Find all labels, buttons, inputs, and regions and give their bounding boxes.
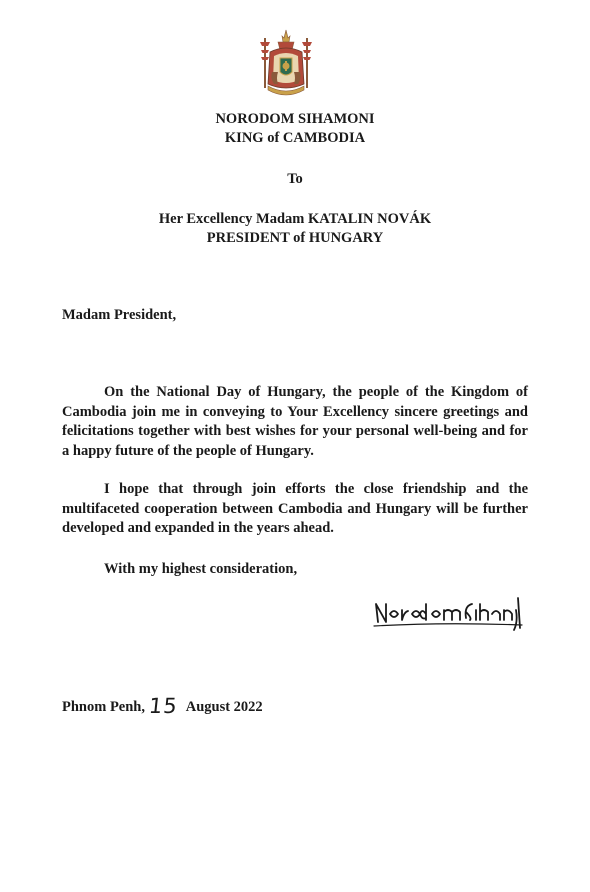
closing-line: With my highest consideration, — [104, 561, 298, 577]
recipient-block — [0, 210, 590, 248]
recipient-name: Her Excellency Madam KATALIN NOVÁK — [158, 211, 432, 227]
to-label: To — [287, 171, 303, 187]
date-month-year: August 2022 — [185, 699, 263, 715]
royal-coat-of-arms-icon — [258, 28, 314, 100]
handwritten-signature — [372, 592, 524, 634]
recipient-title: PRESIDENT of HUNGARY — [206, 230, 384, 246]
body-paragraph-2: I hope that through join efforts the close friendship and the multifaceted cooperation between Cambodia and Hungary will be further developed and expanded in the years ahead. — [62, 481, 528, 537]
sender-name: NORODOM SIHAMONI — [215, 111, 375, 127]
date-place: Phnom Penh, — [62, 699, 145, 715]
sender-block — [0, 110, 590, 148]
dateline — [62, 694, 263, 718]
body-paragraph-1: On the National Day of Hungary, the people of the Kingdom of Cambodia join me in conveying to Your Excellency sincere greetings and felicitations together with best wishes for your personal well-being and for a happy future of the people of Hungary. — [62, 384, 528, 460]
sender-title: KING of CAMBODIA — [224, 130, 366, 146]
date-day-handwritten: 15 — [147, 694, 179, 718]
salutation: Madam President, — [62, 307, 177, 323]
